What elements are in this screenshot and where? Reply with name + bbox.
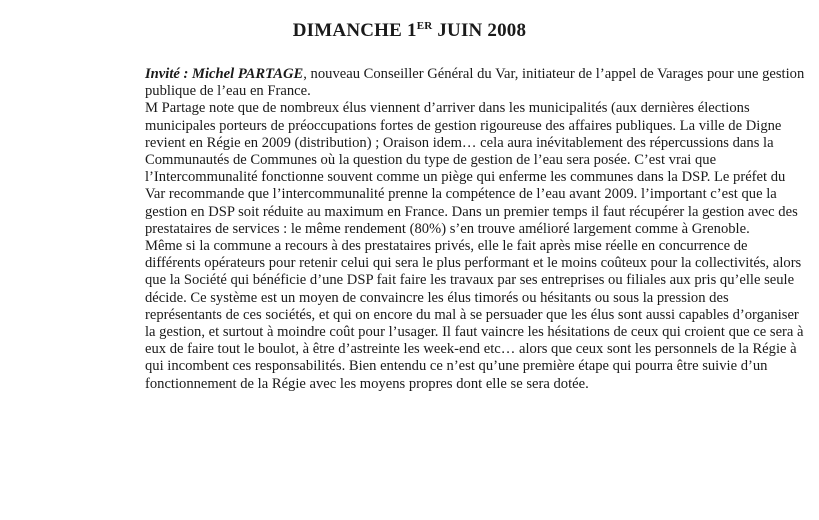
page-title <box>0 20 819 42</box>
title-text: DIMANCHE 1 <box>292 20 417 41</box>
paragraph-2: Même si la commune a recours à des prestataires privés, elle le fait après mise réelle en concurrence de différents opérateurs pour retenir celui qui sera le plus performant et le moins coûteux pour la collectivités, alors que la Société qui bénéficie d’une DSP fait faire les travaux par ses entreprises ou filiales aux pris qu’elle seule décide. Ce système est un moyen de convaincre les élus timorés ou hésitants ou sous la pression des représentants de ces sociétés, et qui on encore du mal à se persuader que les élus sont aussi capables d’organiser la gestion, et surtout à moindre coût pour l’usager. Il faut vaincre les hésitations de ceux qui croient que ce sera à eux de faire tout le boulot, à être d’astreinte les week-end etc… alors que ceux sont les personnels de la Régie à qui incombent ces responsabilités. Bien entendu ce n’est qu’une première étape qui pourra être suivie d’un fonctionnement de la Régie avec les moyens propres dont elle se sera dotée. <box>145 238 804 392</box>
article-body <box>145 66 805 393</box>
intro-text: , nouveau Conseiller Général du Var, initiateur de l’appel de Varages pour une gestion publique de l’eau en France. <box>145 66 805 100</box>
title-date: JUIN 2008 <box>432 20 527 41</box>
intro-paragraph <box>145 66 805 100</box>
guest-label: Invité : Michel PARTAGE <box>145 66 304 82</box>
title-superscript: ER <box>416 20 433 32</box>
paragraph-1: M Partage note que de nombreux élus viennent d’arriver dans les municipalités (aux dernières élections municipales porteurs de préoccupations fortes de gestion rigoureuse des affaires publiques. La ville de Digne revient en Régie en 2009 (distribution) ; Oraison idem… cela aura inévitablement des répercussions dans la Communautés de Communes où la question du type de gestion de l’eau sera posée. C’est vrai que l’Intercommunalité fonctionne souvent comme un piège qui enferme les communes dans la DSP. Le préfet du Var recommande que l’intercommunalité prenne la compétence de l’eau avant 2009. l’important c’est que la gestion en DSP soit réduite au maximum en France. Dans un premier temps il faut récupérer la gestion avec des prestataires de services : le même rendement (80%) s’en trouve amélioré largement comme à Grenoble. <box>145 100 798 237</box>
